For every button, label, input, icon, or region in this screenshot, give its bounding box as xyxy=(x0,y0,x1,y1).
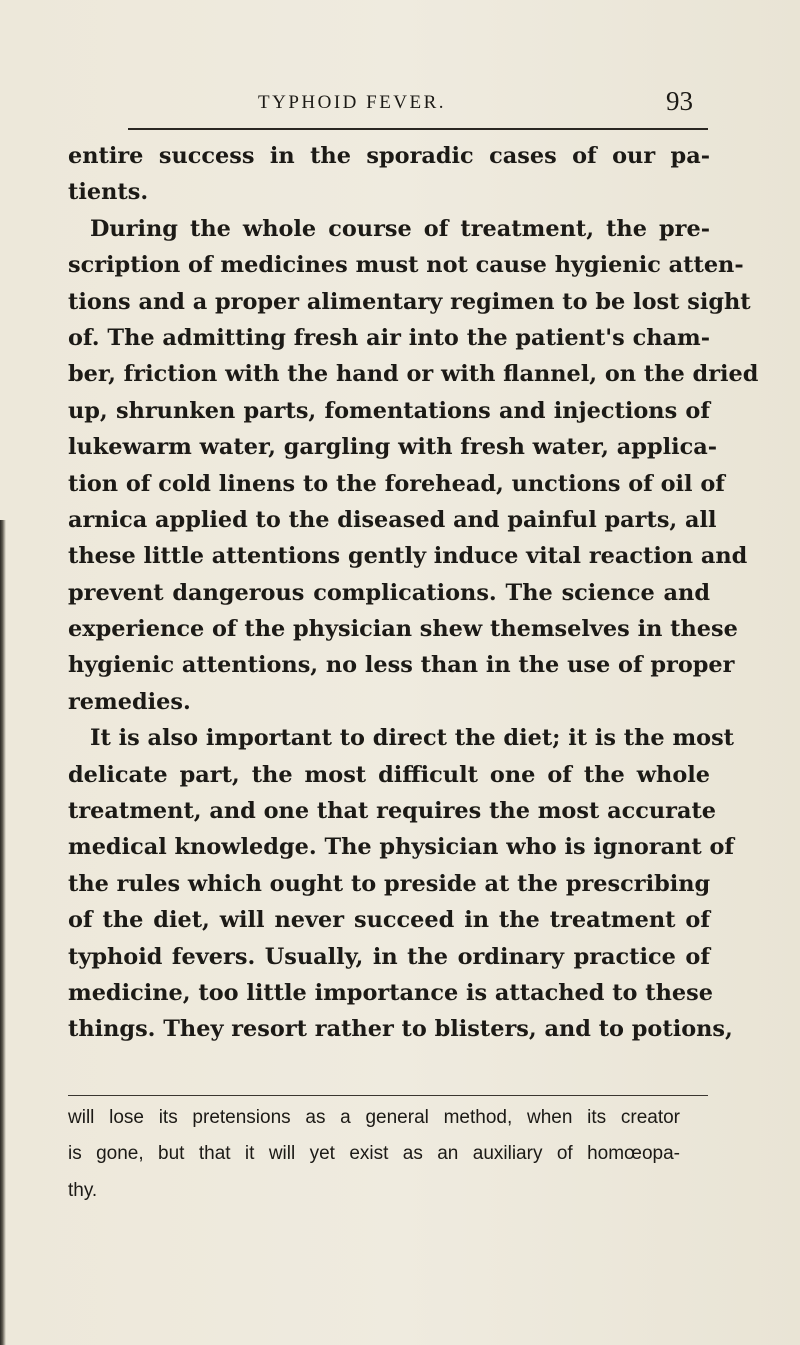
text-line: remedies. xyxy=(68,688,191,715)
text-line: delicate part, the most difficult one of the whole xyxy=(68,761,710,788)
text-line: hygienic attentions, no less than in the use of proper xyxy=(68,652,735,679)
text-line: tion of cold linens to the forehead, unctions of oil of xyxy=(68,470,725,497)
text-line: things. They resort rather to blisters, and to potions, xyxy=(68,1016,733,1043)
text-line: During the whole course of treatment, the pre- xyxy=(90,215,710,242)
footnote-line: is gone, but that it will yet exist as an auxiliary of homœopa- xyxy=(68,1143,680,1165)
text-line: prevent dangerous complications. The science and xyxy=(68,579,710,606)
text-line: tients. xyxy=(68,179,149,206)
text-line: arnica applied to the diseased and painful parts, all xyxy=(68,506,717,533)
body-text xyxy=(68,138,759,1048)
text-line: typhoid fevers. Usually, in the ordinary practice of xyxy=(68,943,710,970)
text-line: experience of the physician shew themselves in these xyxy=(68,616,738,643)
header-rule xyxy=(128,128,708,130)
text-line: lukewarm water, gargling with fresh water, applica- xyxy=(68,434,718,461)
text-line: entire success in the sporadic cases of our pa- xyxy=(68,143,710,169)
footnote-line: thy. xyxy=(68,1179,98,1201)
text-line: the rules which ought to preside at the prescribing xyxy=(68,870,711,897)
running-head xyxy=(0,86,800,126)
text-line: scription of medicines must not cause hygienic atten- xyxy=(68,252,744,279)
running-title: TYPHOID FEVER. xyxy=(258,92,447,113)
text-line: It is also important to direct the diet; it is the most xyxy=(90,725,735,752)
footnote-line: will lose its pretensions as a general method, when its creator xyxy=(68,1107,680,1128)
page-number: 93 xyxy=(666,86,693,116)
text-line: treatment, and one that requires the most accurate xyxy=(68,798,717,825)
page-edge-shadow xyxy=(0,520,6,1345)
footnote xyxy=(68,1104,680,1213)
text-line: medicine, too little importance is attached to these xyxy=(68,979,713,1006)
text-line: up, shrunken parts, fomentations and injections of xyxy=(68,397,710,424)
text-line: medical knowledge. The physician who is ignorant of xyxy=(68,834,735,861)
text-line: ber, friction with the hand or with flannel, on the dried xyxy=(68,361,759,388)
text-line: of. The admitting fresh air into the patient's cham- xyxy=(68,324,710,351)
text-line: tions and a proper alimentary regimen to be lost sight xyxy=(68,288,751,315)
text-line: of the diet, will never succeed in the treatment of xyxy=(68,907,710,934)
text-line: these little attentions gently induce vital reaction and xyxy=(68,543,748,570)
footnote-rule xyxy=(68,1095,708,1096)
